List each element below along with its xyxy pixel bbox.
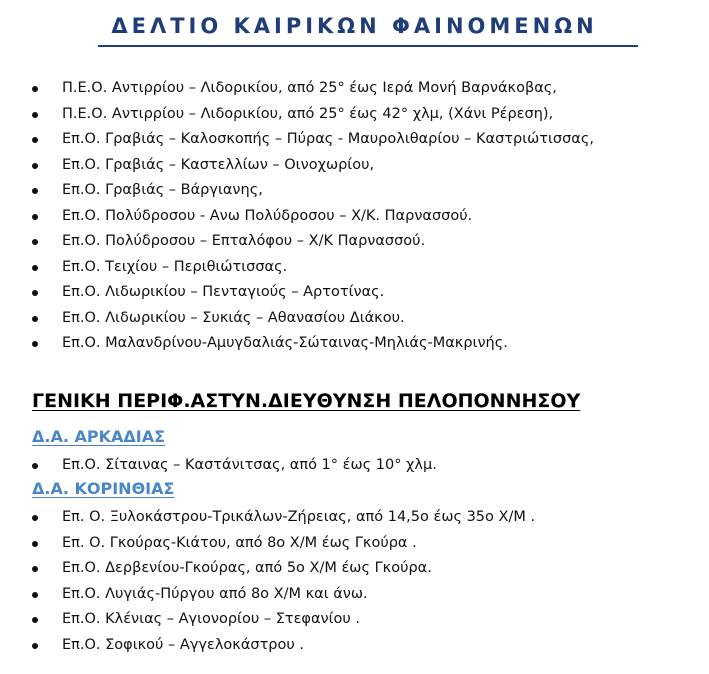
list-item-text: Επ.Ο. Λυγιάς-Πύργου από 8ο Χ/Μ και άνω. <box>62 585 368 602</box>
list-item <box>0 76 594 102</box>
title-underline <box>98 45 638 47</box>
list-item-text: Επ.Ο. Γραβιάς – Βάργιανης, <box>62 182 263 198</box>
road-list-corinthia <box>0 505 535 658</box>
list-item-text: Επ. Ο. Γκούρας-Κιάτου, από 8ο Χ/Μ έως Γκούρα . <box>62 534 417 551</box>
list-item <box>0 102 594 128</box>
list-item <box>0 204 594 230</box>
list-item-text: Επ.Ο. Κλένιας – Αγιονορίου – Στεφανίου . <box>62 611 361 627</box>
list-item <box>0 582 535 608</box>
list-item-text: Επ.Ο. Γραβιάς – Καλοσκοπής – Πύρας - Μαυρολιθαρίου – Καστριώτισσας, <box>62 131 594 147</box>
list-item <box>0 531 535 557</box>
list-item <box>0 505 535 531</box>
list-item-text: Π.Ε.Ο. Αντιρρίου – Λιδορικίου, από 25° έως Ιερά Μονή Βαρνάκοβας, <box>62 80 557 96</box>
bullet-icon <box>32 316 38 322</box>
bullet-icon <box>32 463 38 469</box>
bullet-icon <box>32 290 38 296</box>
list-item <box>0 255 594 281</box>
list-item-text: Επ.Ο. Λιδωρικίου – Συκιάς – Αθανασίου Διάκου. <box>62 309 405 326</box>
sub-heading-corinthia: Δ.Α. ΚΟΡΙΝΘΙΑΣ <box>32 479 175 498</box>
sub-heading-arcadia: Δ.Α. ΑΡΚΑΔΙΑΣ <box>32 427 166 446</box>
list-item-text: Επ.Ο. Μαλανδρίνου-Αμυγδαλιάς-Σώταινας-Μηλιάς-Μακρινής. <box>62 335 508 351</box>
list-item <box>0 556 535 582</box>
bullet-icon <box>32 163 38 169</box>
list-item-text: Επ.Ο. Δερβενίου-Γκούρας, από 5ο Χ/Μ έως Γκούρα. <box>62 560 432 576</box>
bullet-icon <box>32 137 38 143</box>
bullet-icon <box>32 643 38 649</box>
bullet-icon <box>32 214 38 220</box>
list-item <box>0 229 594 255</box>
bullet-icon <box>32 541 38 547</box>
bullet-icon <box>32 188 38 194</box>
list-item <box>0 633 535 659</box>
list-item <box>0 178 594 204</box>
list-item-text: Επ.Ο. Σοφικού – Αγγελοκάστρου . <box>62 636 304 653</box>
bullet-icon <box>32 239 38 245</box>
list-item <box>0 153 594 179</box>
bullet-icon <box>32 112 38 118</box>
bullet-icon <box>32 617 38 623</box>
list-item-text: Π.Ε.Ο. Αντιρρίου – Λιδορικίου, από 25° έως 42° χλμ, (Χάνι Ρέρεση), <box>62 105 554 122</box>
list-item-text: Επ.Ο. Γραβιάς – Καστελλίων – Οινοχωρίου, <box>62 156 375 173</box>
bullet-icon <box>32 592 38 598</box>
list-item <box>0 280 594 306</box>
list-item <box>0 453 437 479</box>
bullet-icon <box>32 86 38 92</box>
list-item-text: Επ.Ο. Τειχίου – Περιθιώτισσας. <box>62 258 288 275</box>
bullet-icon <box>32 265 38 271</box>
list-item-text: Επ.Ο. Λιδωρικίου – Πενταγιούς – Αρτοτίνας. <box>62 284 385 300</box>
list-item <box>0 306 594 332</box>
list-item-text: Επ.Ο. Πολύδροσου – Επταλόφου – Χ/Κ Παρνασσού. <box>62 233 426 249</box>
bullet-icon <box>32 341 38 347</box>
list-item <box>0 607 535 633</box>
document-title: ΔΕΛΤΙΟ ΚΑΙΡΙΚΩΝ ΦΑΙΝΟΜΕΝΩΝ <box>111 14 598 38</box>
list-item-text: Επ. Ο. Ξυλοκάστρου-Τρικάλων-Ζήρειας, από 14,5ο έως 35ο Χ/Μ . <box>62 509 536 525</box>
list-item-text: Επ.Ο. Πολύδροσου - Ανω Πολύδροσου – Χ/Κ. Παρνασσού. <box>62 207 473 224</box>
bullet-icon <box>32 566 38 572</box>
section-heading-peloponnese: ΓΕΝΙΚΗ ΠΕΡΙΦ.ΑΣΤΥΝ.ΔΙΕΥΘΥΝΣΗ ΠΕΛΟΠΟΝΝΗΣΟΥ <box>32 390 581 412</box>
road-list-sterea <box>0 76 594 357</box>
list-item <box>0 331 594 357</box>
list-item-text: Επ.Ο. Σίταινας – Καστάνιτσας, από 1° έως 10° χλμ. <box>62 457 437 473</box>
list-item <box>0 127 594 153</box>
road-list-arcadia <box>0 453 437 479</box>
bullet-icon <box>32 515 38 521</box>
